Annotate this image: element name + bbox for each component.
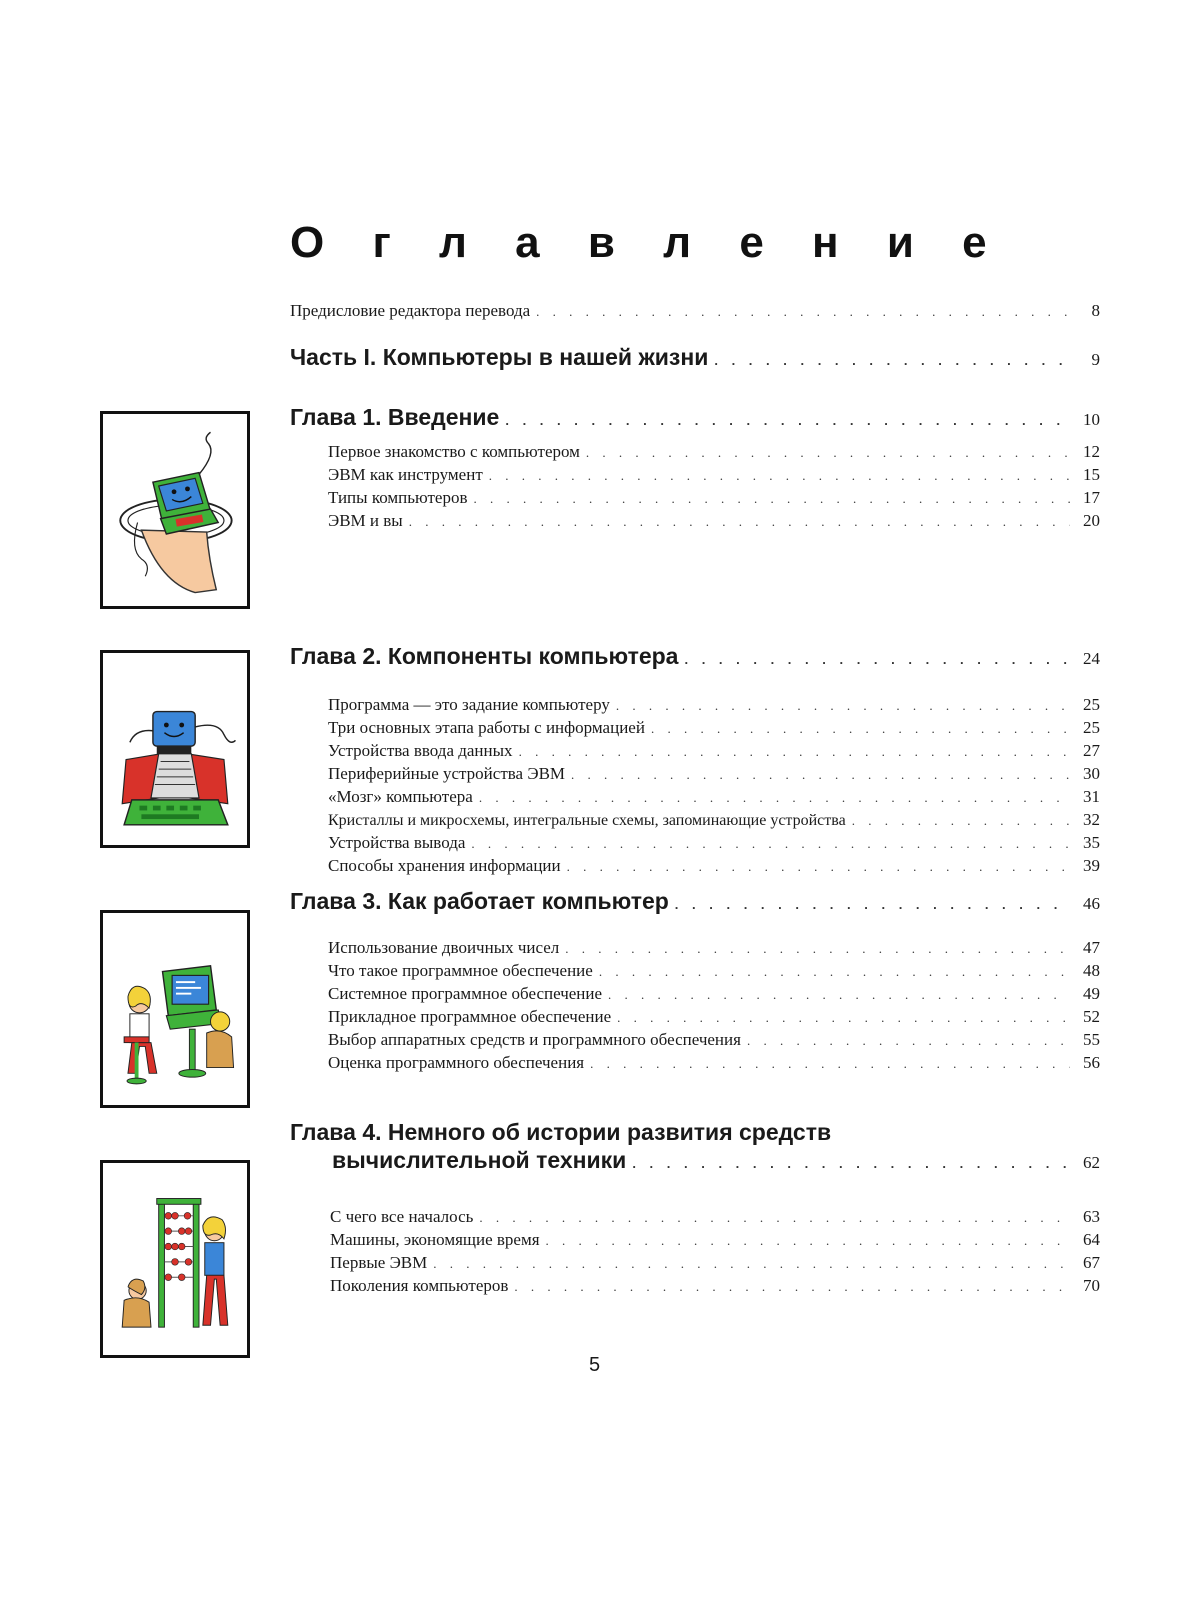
toc-item[interactable] <box>328 960 1100 983</box>
chapter-3-illustration <box>100 910 250 1108</box>
toc-label: вычислительной техники <box>332 1147 627 1173</box>
toc-page: 46 <box>1083 894 1100 913</box>
toc-page: 32 <box>1083 810 1100 829</box>
toc-label: Кристаллы и микросхемы, интегральные схемы, запоминающие устройства <box>328 812 846 829</box>
toc-item[interactable] <box>328 1006 1100 1029</box>
leader-dots <box>514 1276 1070 1298</box>
leader-dots <box>747 1030 1070 1052</box>
toc-label: «Мозг» компьютера <box>328 787 473 806</box>
toc-label: Поколения компьютеров <box>330 1276 509 1295</box>
toc-page: 24 <box>1083 649 1100 668</box>
toc-page: 9 <box>1091 350 1100 369</box>
toc-item[interactable] <box>328 510 1100 533</box>
toc-label: Что такое программное обеспечение <box>328 961 593 980</box>
leader-dots <box>489 465 1070 487</box>
leader-dots <box>505 407 1070 435</box>
leader-dots <box>471 833 1070 855</box>
toc-page: 64 <box>1083 1230 1100 1249</box>
toc-item[interactable] <box>328 983 1100 1006</box>
toc-part-1[interactable] <box>290 343 1100 375</box>
leader-dots <box>651 718 1070 740</box>
leader-dots <box>590 1053 1070 1075</box>
chapter-1-illustration <box>100 411 250 609</box>
toc-preface[interactable] <box>290 300 1100 323</box>
toc-chapter-4-line1[interactable] <box>290 1118 1100 1146</box>
toc-label: Часть I. Компьютеры в нашей жизни <box>290 344 709 370</box>
toc-label: Устройства вывода <box>328 833 466 852</box>
toc-page: 25 <box>1083 695 1100 714</box>
leader-dots <box>474 488 1071 510</box>
toc-label: Устройства ввода данных <box>328 741 513 760</box>
leader-dots <box>479 1207 1070 1229</box>
toc-page: 20 <box>1083 511 1100 530</box>
toc-label: Периферийные устройства ЭВМ <box>328 764 566 783</box>
leader-dots <box>565 938 1070 960</box>
toc-label: Глава 2. Компоненты компьютера <box>290 643 679 669</box>
leader-dots <box>519 741 1070 763</box>
toc-page: 8 <box>1091 301 1100 320</box>
toc-label: Выбор аппаратных средств и программного обеспечения <box>328 1030 741 1049</box>
toc-item[interactable] <box>330 1229 1100 1252</box>
toc-label: С чего все началось <box>330 1207 474 1226</box>
toc-label: ЭВМ и вы <box>328 511 403 530</box>
leader-dots <box>608 984 1070 1006</box>
toc-item[interactable] <box>330 1206 1100 1229</box>
toc-page: 63 <box>1083 1207 1100 1226</box>
toc-label: Типы компьютеров <box>328 488 468 507</box>
toc-page: 27 <box>1083 741 1100 760</box>
page-title: О г л а в л е н и е <box>290 218 1005 267</box>
toc-page: 47 <box>1083 938 1100 957</box>
leader-dots <box>616 695 1070 717</box>
toc-label: Программа — это задание компьютеру <box>328 695 610 714</box>
toc-page: 48 <box>1083 961 1100 980</box>
leader-dots <box>567 856 1070 878</box>
leader-dots <box>632 1150 1070 1178</box>
leader-dots <box>599 961 1070 983</box>
toc-page: 10 <box>1083 410 1100 429</box>
toc-page: 30 <box>1083 764 1100 783</box>
toc-label: Оценка программного обеспечения <box>328 1053 585 1072</box>
leader-dots <box>684 646 1070 674</box>
leader-dots <box>617 1007 1070 1029</box>
toc-label: ЭВМ как инструмент <box>328 465 483 484</box>
toc-page: 67 <box>1083 1253 1100 1272</box>
toc-item[interactable] <box>328 786 1100 809</box>
toc-chapter-3[interactable] <box>290 887 1100 919</box>
toc-item[interactable] <box>328 855 1100 878</box>
leader-dots <box>536 301 1070 323</box>
toc-page: 56 <box>1083 1053 1100 1072</box>
toc-item[interactable] <box>328 809 1100 832</box>
toc-item[interactable] <box>328 717 1100 740</box>
toc-label: Прикладное программное обеспечение <box>328 1007 612 1026</box>
toc-page: 12 <box>1083 442 1100 461</box>
toc-label: Способы хранения информации <box>328 856 561 875</box>
leader-dots <box>675 891 1070 919</box>
leader-dots <box>586 442 1070 464</box>
toc-page: 31 <box>1083 787 1100 806</box>
toc-page: 35 <box>1083 833 1100 852</box>
page-number: 5 <box>589 1354 601 1376</box>
toc-page: 70 <box>1083 1276 1100 1295</box>
toc-label: Первое знакомство с компьютером <box>328 442 580 461</box>
toc-item[interactable] <box>328 441 1100 464</box>
toc-label: Первые ЭВМ <box>330 1253 428 1272</box>
toc-label: Предисловие редактора перевода <box>290 301 531 320</box>
toc-page: 39 <box>1083 856 1100 875</box>
toc-chapter-2[interactable] <box>290 642 1100 674</box>
chapter-2-illustration <box>100 650 250 848</box>
leader-dots <box>546 1230 1070 1252</box>
leader-dots <box>714 347 1070 375</box>
toc-page: 55 <box>1083 1030 1100 1049</box>
leader-dots <box>571 764 1070 786</box>
toc-item[interactable] <box>328 694 1100 717</box>
toc-page: 15 <box>1083 465 1100 484</box>
leader-dots <box>479 787 1070 809</box>
toc-label: Машины, экономящие время <box>330 1230 540 1249</box>
toc-item[interactable] <box>328 487 1100 510</box>
toc-page: 49 <box>1083 984 1100 1003</box>
toc-item[interactable] <box>328 1029 1100 1052</box>
toc-page: 25 <box>1083 718 1100 737</box>
toc-page: 17 <box>1083 488 1100 507</box>
toc-item[interactable] <box>328 832 1100 855</box>
toc-label: Системное программное обеспечение <box>328 984 603 1003</box>
toc-item[interactable] <box>328 763 1100 786</box>
toc-label: Глава 1. Введение <box>290 404 500 430</box>
leader-dots <box>852 810 1070 832</box>
leader-dots <box>433 1253 1070 1275</box>
toc-item[interactable] <box>328 740 1100 763</box>
toc-label: Использование двоичных чисел <box>328 938 560 957</box>
toc-chapter-1[interactable] <box>290 403 1100 435</box>
toc-label: Глава 3. Как работает компьютер <box>290 888 669 914</box>
toc-label: Три основных этапа работы с информацией <box>328 718 645 737</box>
toc-chapter-4-line2[interactable] <box>332 1146 1100 1178</box>
toc-label: Глава 4. Немного об истории развития средств <box>290 1119 832 1145</box>
leader-dots <box>409 511 1070 533</box>
toc-item[interactable] <box>330 1252 1100 1275</box>
toc-page: 52 <box>1083 1007 1100 1026</box>
toc-item[interactable] <box>328 1052 1100 1075</box>
toc-item[interactable] <box>328 937 1100 960</box>
toc-item[interactable] <box>330 1275 1100 1298</box>
chapter-4-illustration <box>100 1160 250 1358</box>
toc-item[interactable] <box>328 464 1100 487</box>
toc-page: 62 <box>1083 1153 1100 1172</box>
